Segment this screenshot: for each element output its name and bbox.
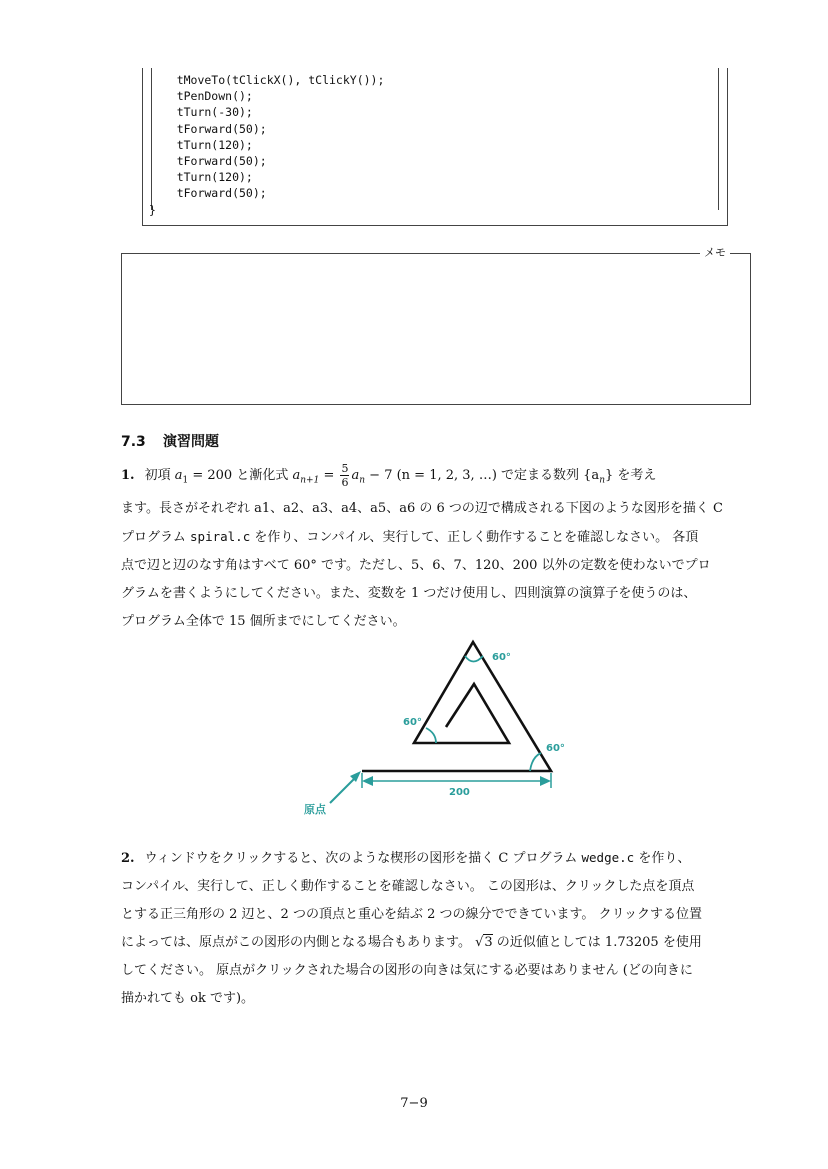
problem-number: 2. [121, 851, 135, 866]
subscript: 1 [182, 475, 189, 486]
fraction-numerator: 5 [341, 462, 349, 475]
filename: wedge.c [581, 850, 635, 865]
code-line: tTurn(-30); [149, 105, 253, 120]
problem-2-line-3: とする正三角形の 2 辺と、2 つの頂点と重心を結ぶ 2 つの線分でできています。 クリックする位置 [121, 907, 703, 922]
problem-1-line-2: ます。長さがそれぞれ a1、a2、a3、a4、a5、a6 の 6 つの辺で構成される下図のような図形を描く C [121, 500, 723, 516]
angle-label-right: 60° [546, 743, 565, 754]
text: } を考え [604, 468, 657, 483]
problem-number: 1. [121, 468, 135, 483]
problem-2-line-1 [121, 844, 753, 873]
math-var: a [174, 468, 183, 483]
problem-2-line-5: してください。 原点がクリックされた場合の図形の向きは気にする必要はありません (どの向きに [121, 963, 693, 978]
angle-arc-top [465, 656, 483, 662]
text: 初項 [144, 468, 175, 483]
subscript: n [359, 475, 366, 486]
angle-arc-left [426, 728, 436, 743]
fraction [340, 463, 349, 488]
text: ウィンドウをクリックすると、次のような楔形の図形を描く C プログラム [144, 851, 582, 866]
problem-2-line-4 [121, 929, 753, 957]
text: の近似値としては 1.73205 を使用 [492, 935, 702, 950]
text: によっては、原点がこの図形の内側となる場合もあります。 √ [121, 935, 484, 950]
problem-1 [121, 462, 753, 636]
memo-label: メモ [700, 245, 730, 261]
spiral-path [362, 642, 551, 771]
code-line: tForward(50); [149, 154, 267, 169]
angle-label-left: 60° [403, 717, 422, 728]
code-line: tForward(50); [149, 186, 267, 201]
section-title: 演習問題 [163, 434, 219, 450]
problem-1-line-1 [121, 462, 753, 495]
dimension-arrow-right [540, 776, 551, 786]
code-line: tTurn(120); [149, 170, 253, 185]
math-var: a [292, 468, 301, 483]
code-line: tPenDown(); [149, 89, 253, 104]
sqrt-argument: 3 [484, 935, 493, 950]
math-var: a [351, 468, 360, 483]
spiral-figure [290, 630, 590, 825]
fraction-denominator: 6 [341, 476, 349, 489]
length-label: 200 [449, 787, 470, 798]
origin-label: 原点 [304, 803, 326, 816]
section-number: 7.3 [121, 434, 146, 450]
section-heading [121, 431, 219, 451]
problem-1-line-4: 点で辺と辺のなす角はすべて 60° です。ただし、5、6、7、120、200 以外の定数を使わないでプロ [121, 557, 711, 573]
filename: spiral.c [190, 528, 251, 544]
dimension-arrow-left [362, 776, 373, 786]
code-line: tForward(50); [149, 121, 267, 136]
code-listing [142, 68, 728, 226]
problem-1-line-3 [121, 523, 753, 552]
text: = [319, 468, 339, 483]
subscript: n+1 [300, 475, 320, 486]
code-line: tMoveTo(tClickX(), tClickY()); [149, 73, 385, 87]
angle-arc-right [530, 753, 541, 771]
text: プログラム [121, 529, 191, 545]
problem-2 [121, 844, 753, 1013]
code-line: } [149, 202, 156, 217]
angle-label-top: 60° [492, 652, 511, 663]
code-lines [149, 72, 384, 218]
code-line: tTurn(120); [149, 137, 253, 152]
subscript: n [599, 475, 605, 486]
problem-1-line-6: プログラム全体で 15 個所までにしてください。 [121, 613, 406, 629]
problem-1-line-5: グラムを書くようにしてください。また、変数を 1 つだけ使用し、四則演算の演算子を使うのは、 [121, 585, 697, 601]
origin-arrow-line [330, 777, 356, 803]
memo-box [121, 246, 751, 405]
text: を作り、 [634, 851, 691, 866]
text: を作り、コンパイル、実行して、正しく動作することを確認しなさい。 各頂 [250, 529, 699, 545]
problem-2-line-6: 描かれても ok です)。 [121, 991, 255, 1006]
text: − 7 (n = 1, 2, 3, …) で定まる数列 {a [365, 468, 600, 483]
problem-2-line-2: コンパイル、実行して、正しく動作することを確認しなさい。 この図形は、クリックした点を頂点 [121, 879, 695, 894]
text: = 200 と漸化式 [188, 468, 293, 483]
page-number: 7−9 [400, 1096, 428, 1111]
